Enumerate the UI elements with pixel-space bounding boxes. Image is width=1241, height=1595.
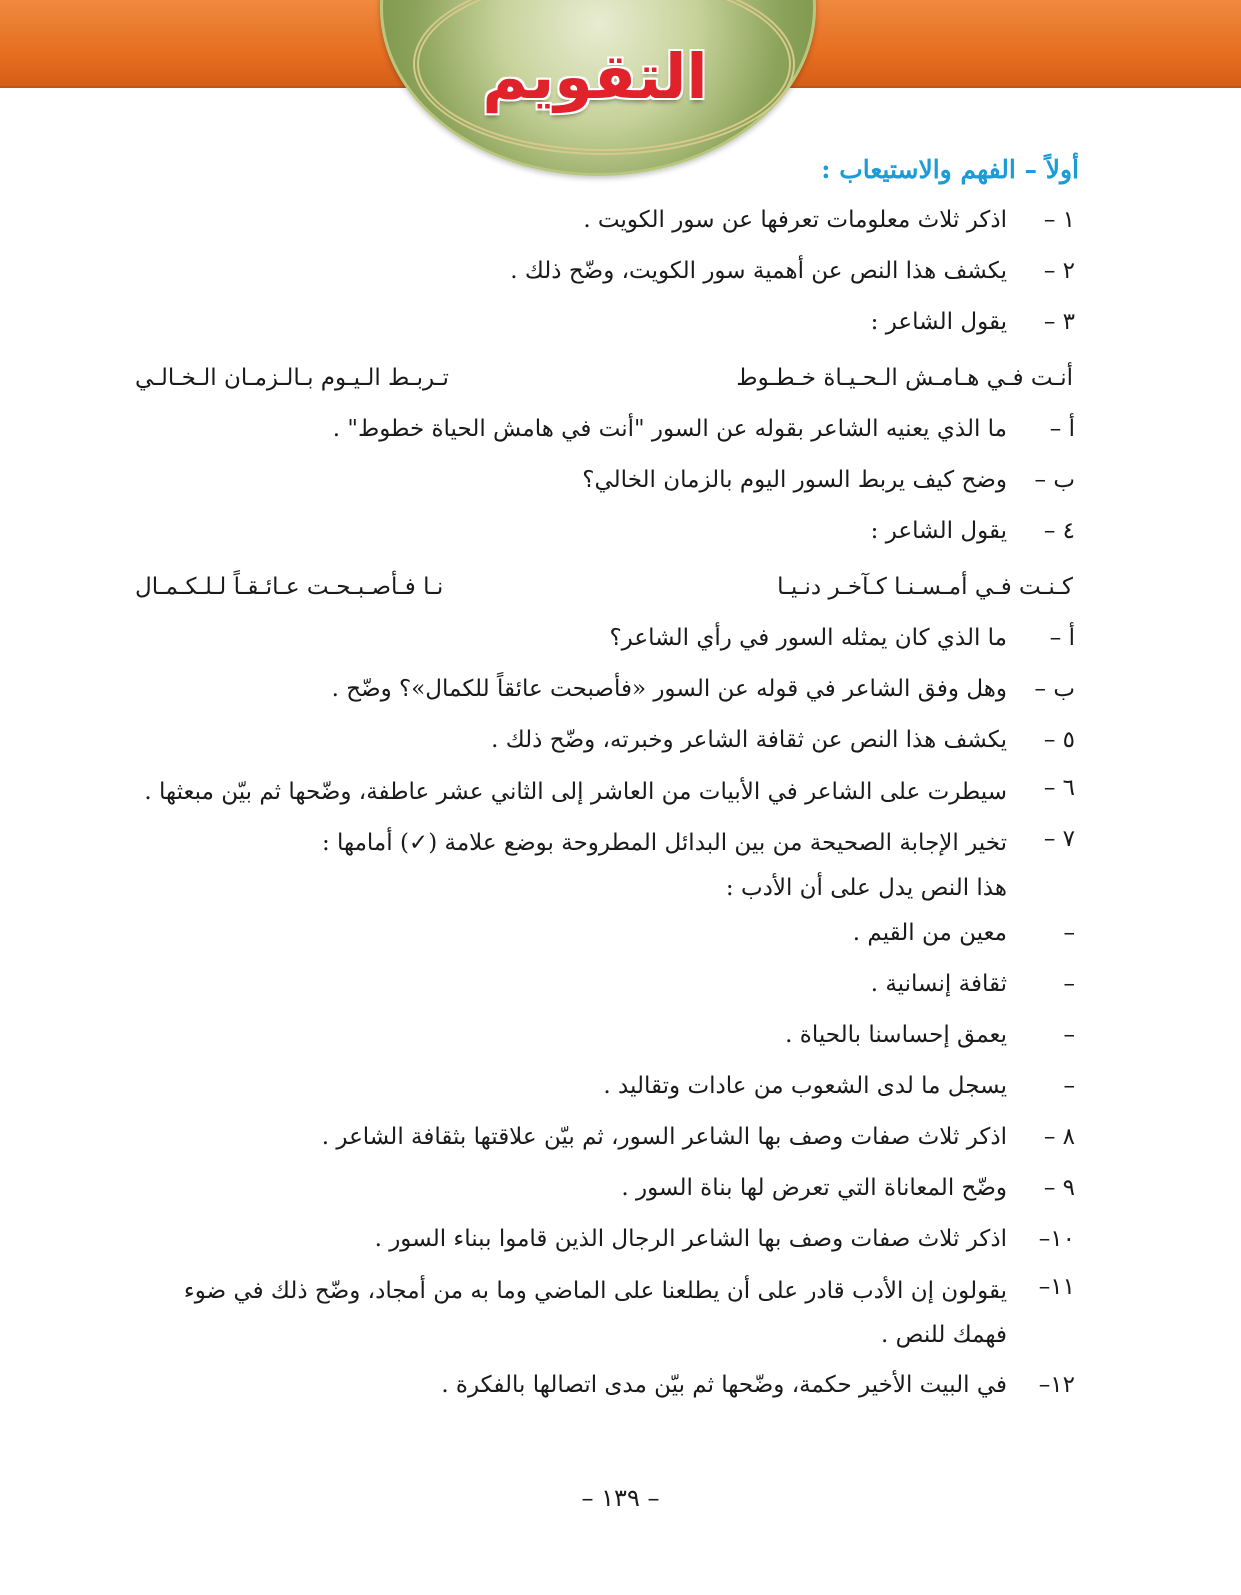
option-dash: – [1063,1022,1075,1048]
question-7 [135,817,1075,868]
sub-question-label: ب – [1034,467,1075,493]
option-dash: – [1063,1073,1075,1099]
question-stem: هذا النص يدل على أن الأدب : [725,875,1007,901]
option-text: معين من القيم . [852,920,1007,946]
question-9 [135,1163,1075,1214]
question-number: ٤ – [1043,518,1075,544]
poem-verse [135,561,1075,613]
question-number: ٥ – [1043,727,1075,753]
sub-question-label: أ – [1049,416,1075,442]
option-3 [135,1010,1075,1061]
question-text: اذكر ثلاث صفات وصف بها الشاعر السور، ثم بيّن علاقتها بثقافة الشاعر . [321,1124,1007,1150]
question-number: ٧ – [1043,826,1075,852]
verse-first-hemistich: أنـت فـي هـامـش الـحـيـاة خـطـوط [736,365,1073,391]
verse-first-hemistich: كـنـت فـي أمـسـنـا كـآخـر دنـيـا [777,574,1073,600]
option-2 [135,959,1075,1010]
question-number: ١١– [1038,1274,1075,1300]
option-text: ثقافة إنسانية . [870,971,1007,997]
question-2 [135,246,1075,297]
question-text: يكشف هذا النص عن أهمية سور الكويت، وضّح ذلك . [510,258,1007,284]
question-text: وضّح المعاناة التي تعرض لها بناة السور . [621,1175,1007,1201]
page-title: التقويم [482,40,708,113]
option-text: يسجل ما لدى الشعوب من عادات وتقاليد . [603,1073,1007,1099]
sub-question-text: ما الذي كان يمثله السور في رأي الشاعر؟ [609,625,1007,651]
question-4 [135,506,1075,557]
option-dash: – [1063,971,1075,997]
sub-question-text: وضح كيف يربط السور اليوم بالزمان الخالي؟ [582,467,1007,493]
sub-question-text: وهل وفق الشاعر في قوله عن السور «فأصبحت عائقاً للكمال»؟ وضّح . [331,676,1007,702]
option-text: يعمق إحساسنا بالحياة . [785,1022,1007,1048]
question-10 [135,1214,1075,1265]
question-number: ١ – [1043,207,1075,233]
option-4 [135,1061,1075,1112]
question-number: ٢ – [1043,258,1075,284]
question-8 [135,1112,1075,1163]
verse-second-hemistich: نـا فـأصـبـحـت عـائـقـاً لـلـكـمـال [135,574,444,600]
section-heading: أولاً – الفهم والاستيعاب : [821,155,1079,184]
question-number: ٣ – [1043,309,1075,335]
option-dash: – [1063,920,1075,946]
sub-question-label: ب – [1034,676,1075,702]
exercise-content [135,144,1079,1411]
sub-question-a [135,613,1075,664]
question-11 [135,1265,1075,1360]
question-text: يقول الشاعر : [870,309,1007,335]
option-1 [135,908,1075,959]
question-12 [135,1360,1075,1411]
sub-question-b [135,664,1075,715]
sub-question-label: أ – [1049,625,1075,651]
question-number: ١٠– [1038,1226,1075,1252]
question-text: اذكر ثلاث معلومات تعرفها عن سور الكويت . [583,207,1007,233]
question-text: سيطرت على الشاعر في الأبيات من العاشر إلى الثاني عشر عاطفة، وضّحها ثم بيّن مبعثها . [144,779,1007,805]
question-number: ٨ – [1043,1124,1075,1150]
poem-verse [135,352,1075,404]
question-number: ٩ – [1043,1175,1075,1201]
question-text: في البيت الأخير حكمة، وضّحها ثم بيّن مدى اتصالها بالفكرة . [441,1372,1007,1398]
verse-second-hemistich: تـربـط الـيـوم بـالـزمـان الـخـالـي [135,365,449,391]
question-text: اذكر ثلاث صفات وصف بها الشاعر الرجال الذين قاموا ببناء السور . [374,1226,1007,1252]
page-number: – ١٣٩ – [581,1484,660,1512]
question-text: تخير الإجابة الصحيحة من بين البدائل المطروحة بوضع علامة (✓) أمامها : [321,830,1007,856]
sub-question-text: ما الذي يعنيه الشاعر بقوله عن السور "أنت في هامش الحياة خطوط" . [332,416,1007,442]
question-5 [135,715,1075,766]
question-6 [135,766,1075,817]
question-text: يقولون إن الأدب قادر على أن يطلعنا على الماضي وما به من أمجاد، وضّح ذلك في ضوء فهمك للنص . [183,1278,1007,1348]
sub-question-b [135,455,1075,506]
sub-question-a [135,404,1075,455]
question-number: ١٢– [1038,1372,1075,1398]
question-text: يكشف هذا النص عن ثقافة الشاعر وخبرته، وضّح ذلك . [491,727,1007,753]
question-text: يقول الشاعر : [870,518,1007,544]
question-1 [135,195,1075,246]
question-number: ٦ – [1043,775,1075,801]
question-3 [135,297,1075,348]
